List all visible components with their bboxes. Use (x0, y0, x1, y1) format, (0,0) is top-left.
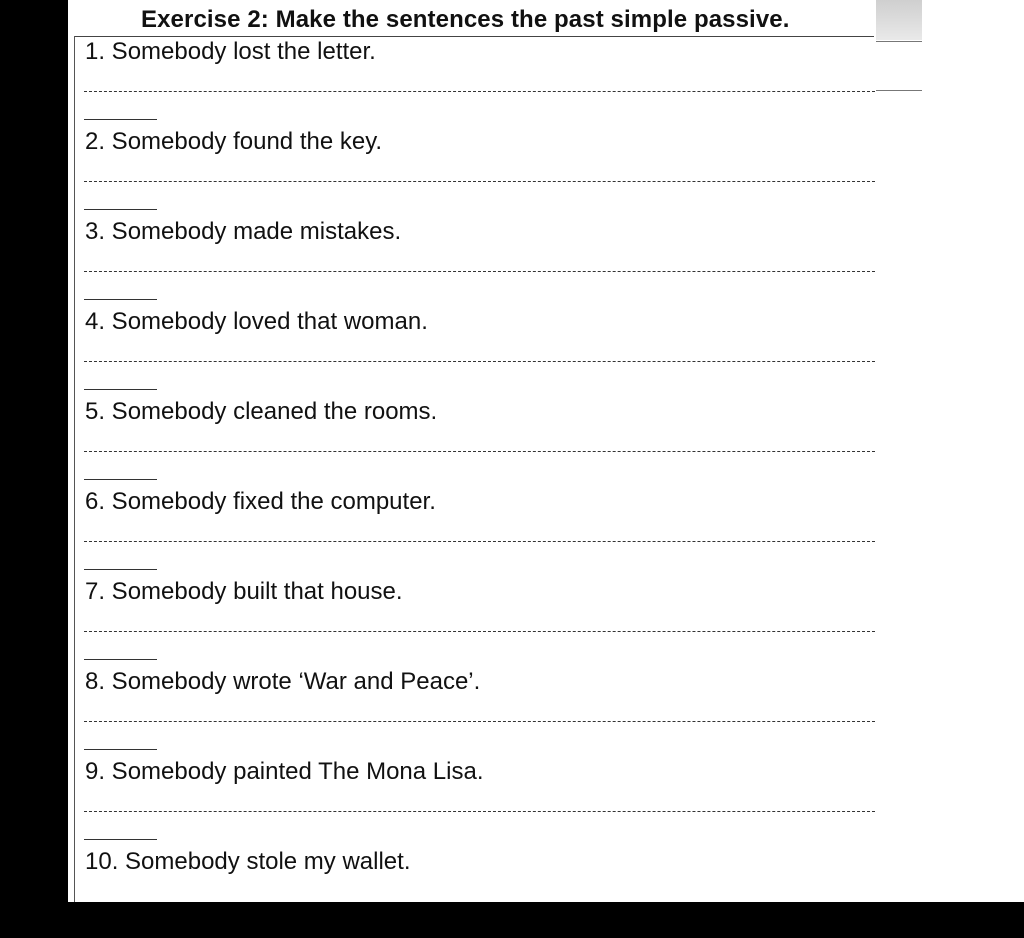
sentence-6: 6. Somebody fixed the computer. (85, 488, 436, 515)
sentence-1: 1. Somebody lost the letter. (85, 38, 376, 65)
exercise-item-5 (84, 398, 884, 488)
answer-line-5[interactable] (84, 451, 875, 453)
exercise-item-7 (84, 578, 884, 668)
answer-line-9[interactable] (84, 811, 875, 813)
answer-line-2[interactable] (84, 181, 875, 183)
answer-line-8[interactable] (84, 721, 875, 723)
sentence-3: 3. Somebody made mistakes. (85, 218, 402, 245)
sentence-2: 2. Somebody found the key. (85, 128, 383, 155)
exercise-item-8 (84, 668, 884, 758)
sentence-4: 4. Somebody loved that woman. (85, 308, 428, 335)
exercise-item-4 (84, 308, 884, 398)
sentence-7: 7. Somebody built that house. (85, 578, 403, 605)
scroll-thumb[interactable] (876, 0, 922, 40)
sentence-8: 8. Somebody wrote ‘War and Peace’. (85, 668, 481, 695)
answer-line-7-continued[interactable] (84, 659, 157, 660)
sentence-5: 5. Somebody cleaned the rooms. (85, 398, 438, 425)
answer-line-6[interactable] (84, 541, 875, 543)
box-left-border (74, 36, 75, 902)
exercise-title: Exercise 2: Make the sentences the past simple passive. (141, 6, 790, 33)
answer-line-2-continued[interactable] (84, 209, 157, 210)
sentence-9: 9. Somebody painted The Mona Lisa. (85, 758, 484, 785)
exercise-item-1 (84, 38, 884, 128)
answer-line-6-continued[interactable] (84, 569, 157, 570)
answer-line-4-continued[interactable] (84, 389, 157, 390)
answer-line-5-continued[interactable] (84, 479, 157, 480)
answer-line-7[interactable] (84, 631, 875, 633)
answer-line-1-continued[interactable] (84, 119, 157, 120)
exercise-item-9 (84, 758, 884, 848)
answer-line-3-continued[interactable] (84, 299, 157, 300)
answer-line-3[interactable] (84, 271, 875, 273)
exercise-item-6 (84, 488, 884, 578)
exercise-item-10 (84, 848, 884, 938)
exercise-item-3 (84, 218, 884, 308)
exercise-item-2 (84, 128, 884, 218)
answer-line-4[interactable] (84, 361, 875, 363)
title-rule (74, 36, 874, 37)
answer-line-8-continued[interactable] (84, 749, 157, 750)
answer-line-1[interactable] (84, 91, 875, 93)
answer-line-9-continued[interactable] (84, 839, 157, 840)
sentence-10: 10. Somebody stole my wallet. (85, 848, 411, 875)
